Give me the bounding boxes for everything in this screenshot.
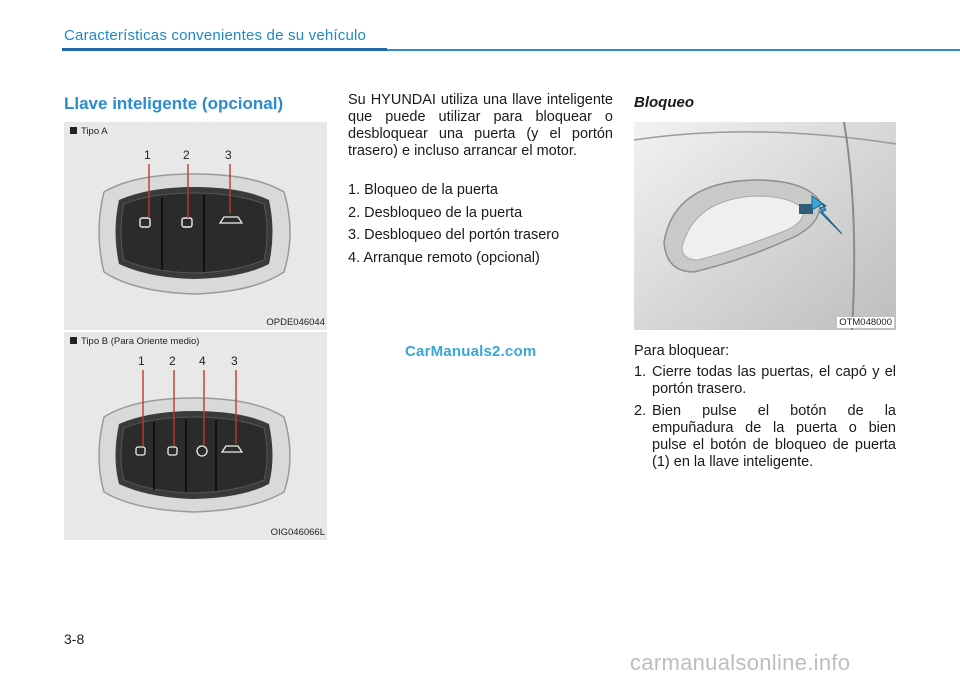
callout-number: 3 (231, 354, 238, 368)
door-handle-figure (634, 122, 896, 330)
page-number: 3-8 (64, 631, 85, 647)
lock-step (634, 364, 896, 398)
callout-number: 3 (225, 148, 232, 162)
callout-number: 1 (144, 148, 151, 162)
lock-intro: Para bloquear: (634, 343, 730, 359)
callout-number: 4 (199, 354, 206, 368)
lock-step (634, 403, 896, 471)
smart-key-type-b-figure (64, 332, 327, 540)
intro-paragraph: Su HYUNDAI utiliza una llave inteligente que puede utilizar para bloquear o desbloquear una puerta (y el portón trasero) e incluso arrancar el motor. (348, 92, 613, 159)
figure-a-code: OPDE046044 (266, 317, 325, 328)
figure-c-code: OTM048000 (839, 317, 892, 328)
watermark-link[interactable]: CarManuals2.com (405, 343, 537, 360)
smart-key-a-illustration (64, 122, 327, 330)
function-item: 4. Arranque remoto (opcional) (348, 250, 540, 266)
callout-number: 1 (138, 354, 145, 368)
step-text: Bien pulse el botón de la empuñadura de la puerta o bien pulse el botón de bloqueo de puerta (1) en la llave inteligente. (652, 403, 896, 470)
section-title: Llave inteligente (opcional) (64, 94, 284, 113)
smart-key-type-a-figure (64, 122, 327, 330)
header-rule-accent (62, 48, 387, 51)
function-item: 2. Desbloqueo de la puerta (348, 205, 523, 221)
subsection-title: Bloqueo (634, 94, 694, 111)
figure-b-label: Tipo B (Para Oriente medio) (70, 336, 199, 347)
callout-number: 2 (183, 148, 190, 162)
callout-number: 2 (169, 354, 176, 368)
figure-a-label: Tipo A (70, 126, 108, 137)
step-text: Cierre todas las puertas, el capó y el portón trasero. (652, 364, 896, 397)
function-item: 1. Bloqueo de la puerta (348, 182, 498, 198)
door-handle-illustration (634, 122, 896, 330)
function-item: 3. Desbloqueo del portón trasero (348, 227, 560, 243)
step-number: 1. (634, 364, 647, 380)
figure-b-code: OIG046066L (270, 527, 325, 538)
smart-key-b-illustration (64, 332, 327, 540)
running-header: Características convenientes de su vehículo (64, 27, 367, 44)
step-number: 2. (634, 403, 647, 419)
footer-watermark-link[interactable]: carmanualsonline.info (630, 650, 851, 675)
